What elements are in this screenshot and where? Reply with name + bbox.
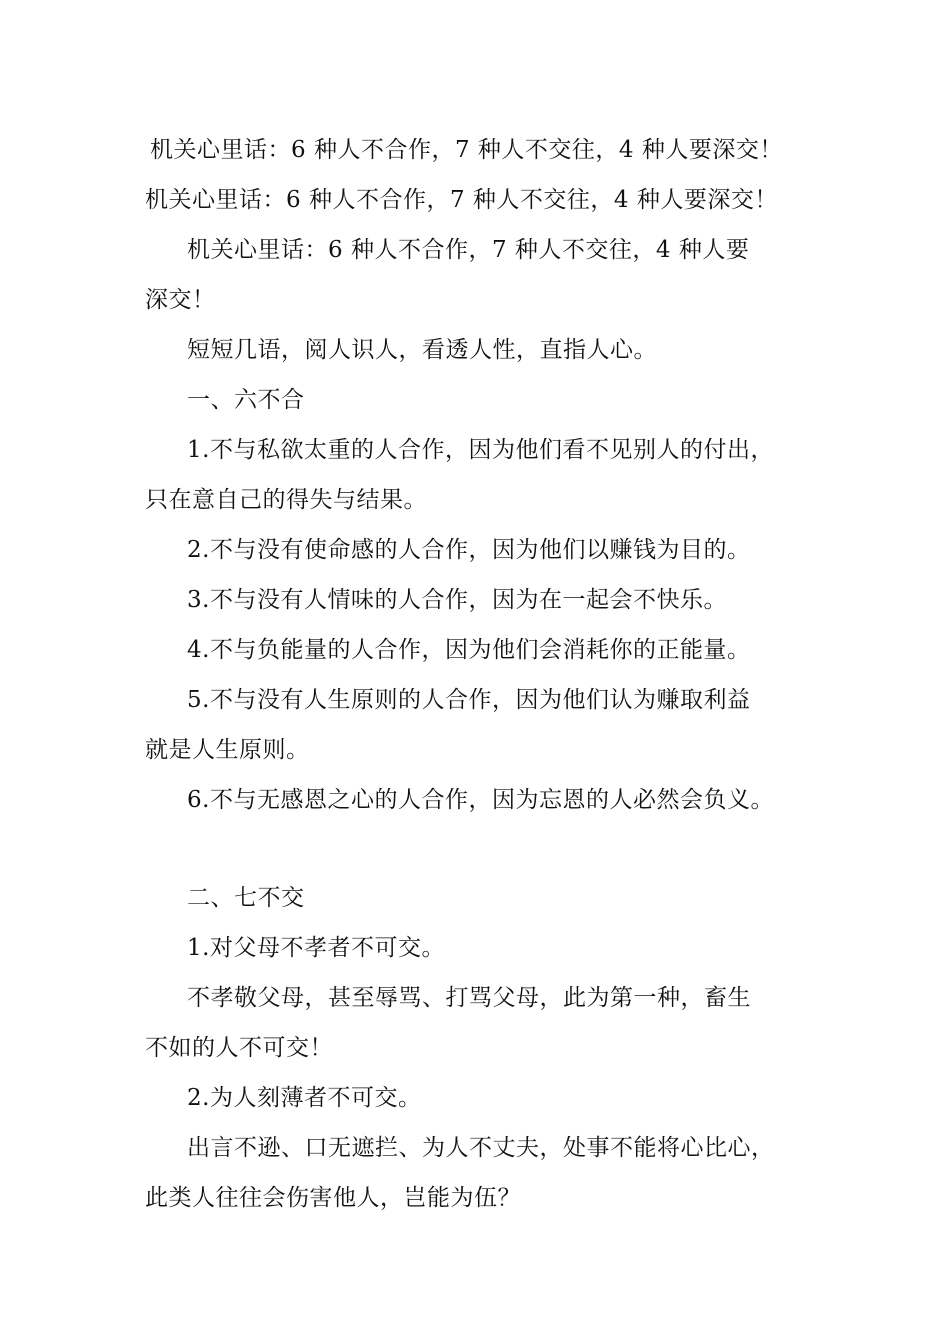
list-item: 3.不与没有人情味的人合作，因为在一起会不快乐。 [187,587,727,613]
list-item-continuation: 只在意自己的得失与结果。 [145,487,427,513]
list-item: 5.不与没有人生原则的人合作，因为他们认为赚取利益 [187,687,751,713]
title-line: 机关心里话：6 种人不合作，7 种人不交往，4 种人要深交！ [145,187,778,213]
list-item-description: 不孝敬父母，甚至辱骂、打骂父母，此为第一种，畜生 [187,985,751,1011]
list-item: 6.不与无感恩之心的人合作，因为忘恩的人必然会负义。 [187,787,774,813]
section-heading: 二、七不交 [187,885,305,911]
intro-paragraph: 短短几语，阅人识人，看透人性，直指人心。 [187,337,657,363]
list-item-description: 出言不逊、口无遮拦、为人不丈夫，处事不能将心比心， [187,1135,775,1161]
title-line: 深交！ [145,287,216,313]
title-line: 机关心里话：6 种人不合作，7 种人不交往，4 种人要深交！ [150,137,783,163]
list-item-title: 2.为人刻薄者不可交。 [187,1085,422,1111]
section-heading: 一、六不合 [187,387,305,413]
list-item-description: 不如的人不可交！ [145,1035,333,1061]
list-item: 4.不与负能量的人合作，因为他们会消耗你的正能量。 [187,637,751,663]
list-item-title: 1.对父母不孝者不可交。 [187,935,445,961]
list-item-continuation: 就是人生原则。 [145,737,310,763]
list-item: 2.不与没有使命感的人合作，因为他们以赚钱为目的。 [187,537,751,563]
title-line: 机关心里话：6 种人不合作，7 种人不交往，4 种人要 [187,237,750,263]
list-item-description: 此类人往往会伤害他人，岂能为伍？ [145,1185,521,1211]
list-item: 1.不与私欲太重的人合作，因为他们看不见别人的付出， [187,437,774,463]
